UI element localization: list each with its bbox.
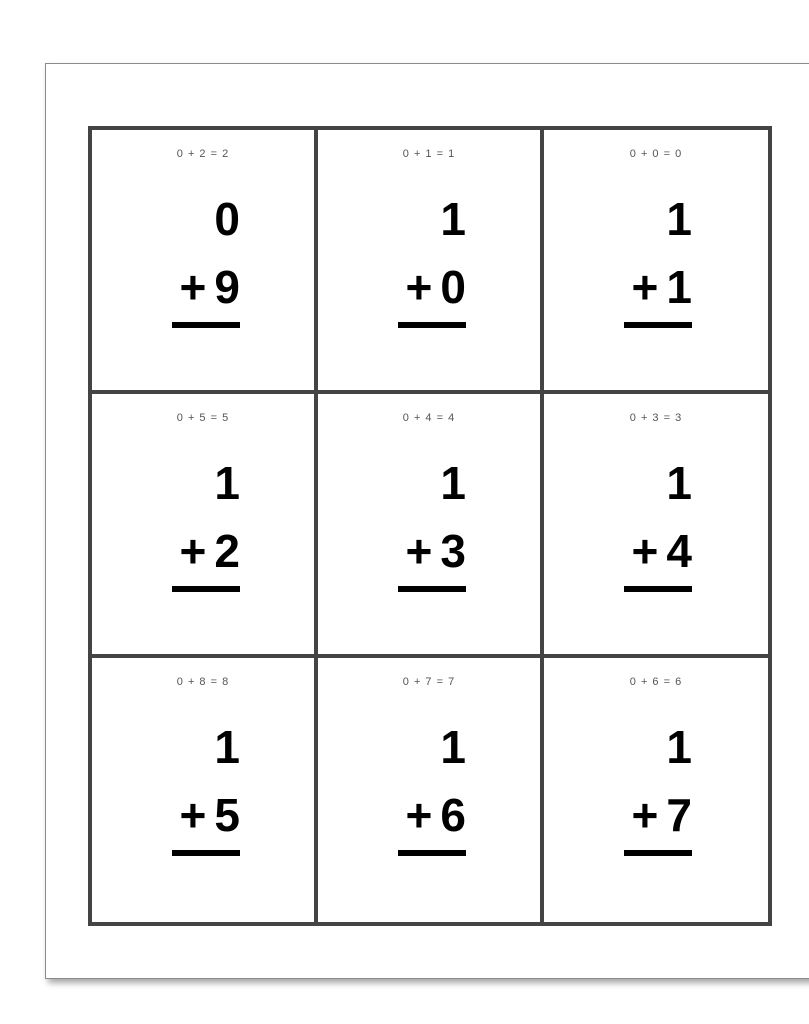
bottom-addend: 3 [440, 525, 466, 577]
bottom-addend: 1 [666, 261, 692, 313]
answer-hint: 0 + 3 = 3 [629, 412, 683, 424]
plus-sign: + [179, 261, 207, 313]
answer-line [398, 850, 466, 856]
addition-problem [170, 458, 240, 592]
flashcard-grid [88, 126, 772, 926]
plus-sign: + [631, 525, 659, 577]
answer-line [398, 586, 466, 592]
addition-problem [170, 194, 240, 328]
plus-sign: + [179, 525, 207, 577]
bottom-row [396, 790, 466, 840]
flashcard [544, 658, 768, 922]
bottom-row [170, 262, 240, 312]
bottom-row [170, 526, 240, 576]
plus-sign: + [405, 789, 433, 841]
answer-line [172, 850, 240, 856]
addition-problem [622, 194, 692, 328]
top-addend: 1 [214, 457, 240, 509]
flashcard [92, 394, 318, 658]
bottom-row [622, 790, 692, 840]
answer-line [624, 322, 692, 328]
flashcard [544, 394, 768, 658]
answer-hint: 0 + 4 = 4 [402, 412, 456, 424]
top-addend: 1 [666, 193, 692, 245]
bottom-addend: 2 [214, 525, 240, 577]
plus-sign: + [179, 789, 207, 841]
addition-problem [622, 458, 692, 592]
answer-hint: 0 + 6 = 6 [629, 676, 683, 688]
answer-hint: 0 + 0 = 0 [629, 148, 683, 160]
flashcard [318, 130, 544, 394]
top-addend: 1 [440, 721, 466, 773]
top-addend: 1 [666, 721, 692, 773]
answer-hint: 0 + 1 = 1 [402, 148, 456, 160]
top-addend: 1 [440, 193, 466, 245]
plus-sign: + [405, 261, 433, 313]
answer-hint: 0 + 5 = 5 [176, 412, 230, 424]
answer-hint: 0 + 2 = 2 [176, 148, 230, 160]
bottom-addend: 7 [666, 789, 692, 841]
plus-sign: + [631, 261, 659, 313]
bottom-row [396, 262, 466, 312]
answer-line [624, 850, 692, 856]
flashcard [92, 658, 318, 922]
plus-sign: + [405, 525, 433, 577]
addition-problem [622, 722, 692, 856]
bottom-addend: 6 [440, 789, 466, 841]
answer-hint: 0 + 8 = 8 [176, 676, 230, 688]
flashcard [92, 130, 318, 394]
answer-hint: 0 + 7 = 7 [402, 676, 456, 688]
answer-line [624, 586, 692, 592]
addition-problem [170, 722, 240, 856]
bottom-row [170, 790, 240, 840]
addition-problem [396, 194, 466, 328]
top-addend: 1 [666, 457, 692, 509]
plus-sign: + [631, 789, 659, 841]
top-addend: 0 [214, 193, 240, 245]
flashcard [544, 130, 768, 394]
addition-problem [396, 458, 466, 592]
bottom-row [396, 526, 466, 576]
top-addend: 1 [214, 721, 240, 773]
answer-line [172, 322, 240, 328]
answer-line [398, 322, 466, 328]
bottom-row [622, 526, 692, 576]
bottom-row [622, 262, 692, 312]
bottom-addend: 0 [440, 261, 466, 313]
top-addend: 1 [440, 457, 466, 509]
flashcard [318, 394, 544, 658]
bottom-addend: 5 [214, 789, 240, 841]
answer-line [172, 586, 240, 592]
bottom-addend: 9 [214, 261, 240, 313]
flashcard [318, 658, 544, 922]
addition-problem [396, 722, 466, 856]
bottom-addend: 4 [666, 525, 692, 577]
